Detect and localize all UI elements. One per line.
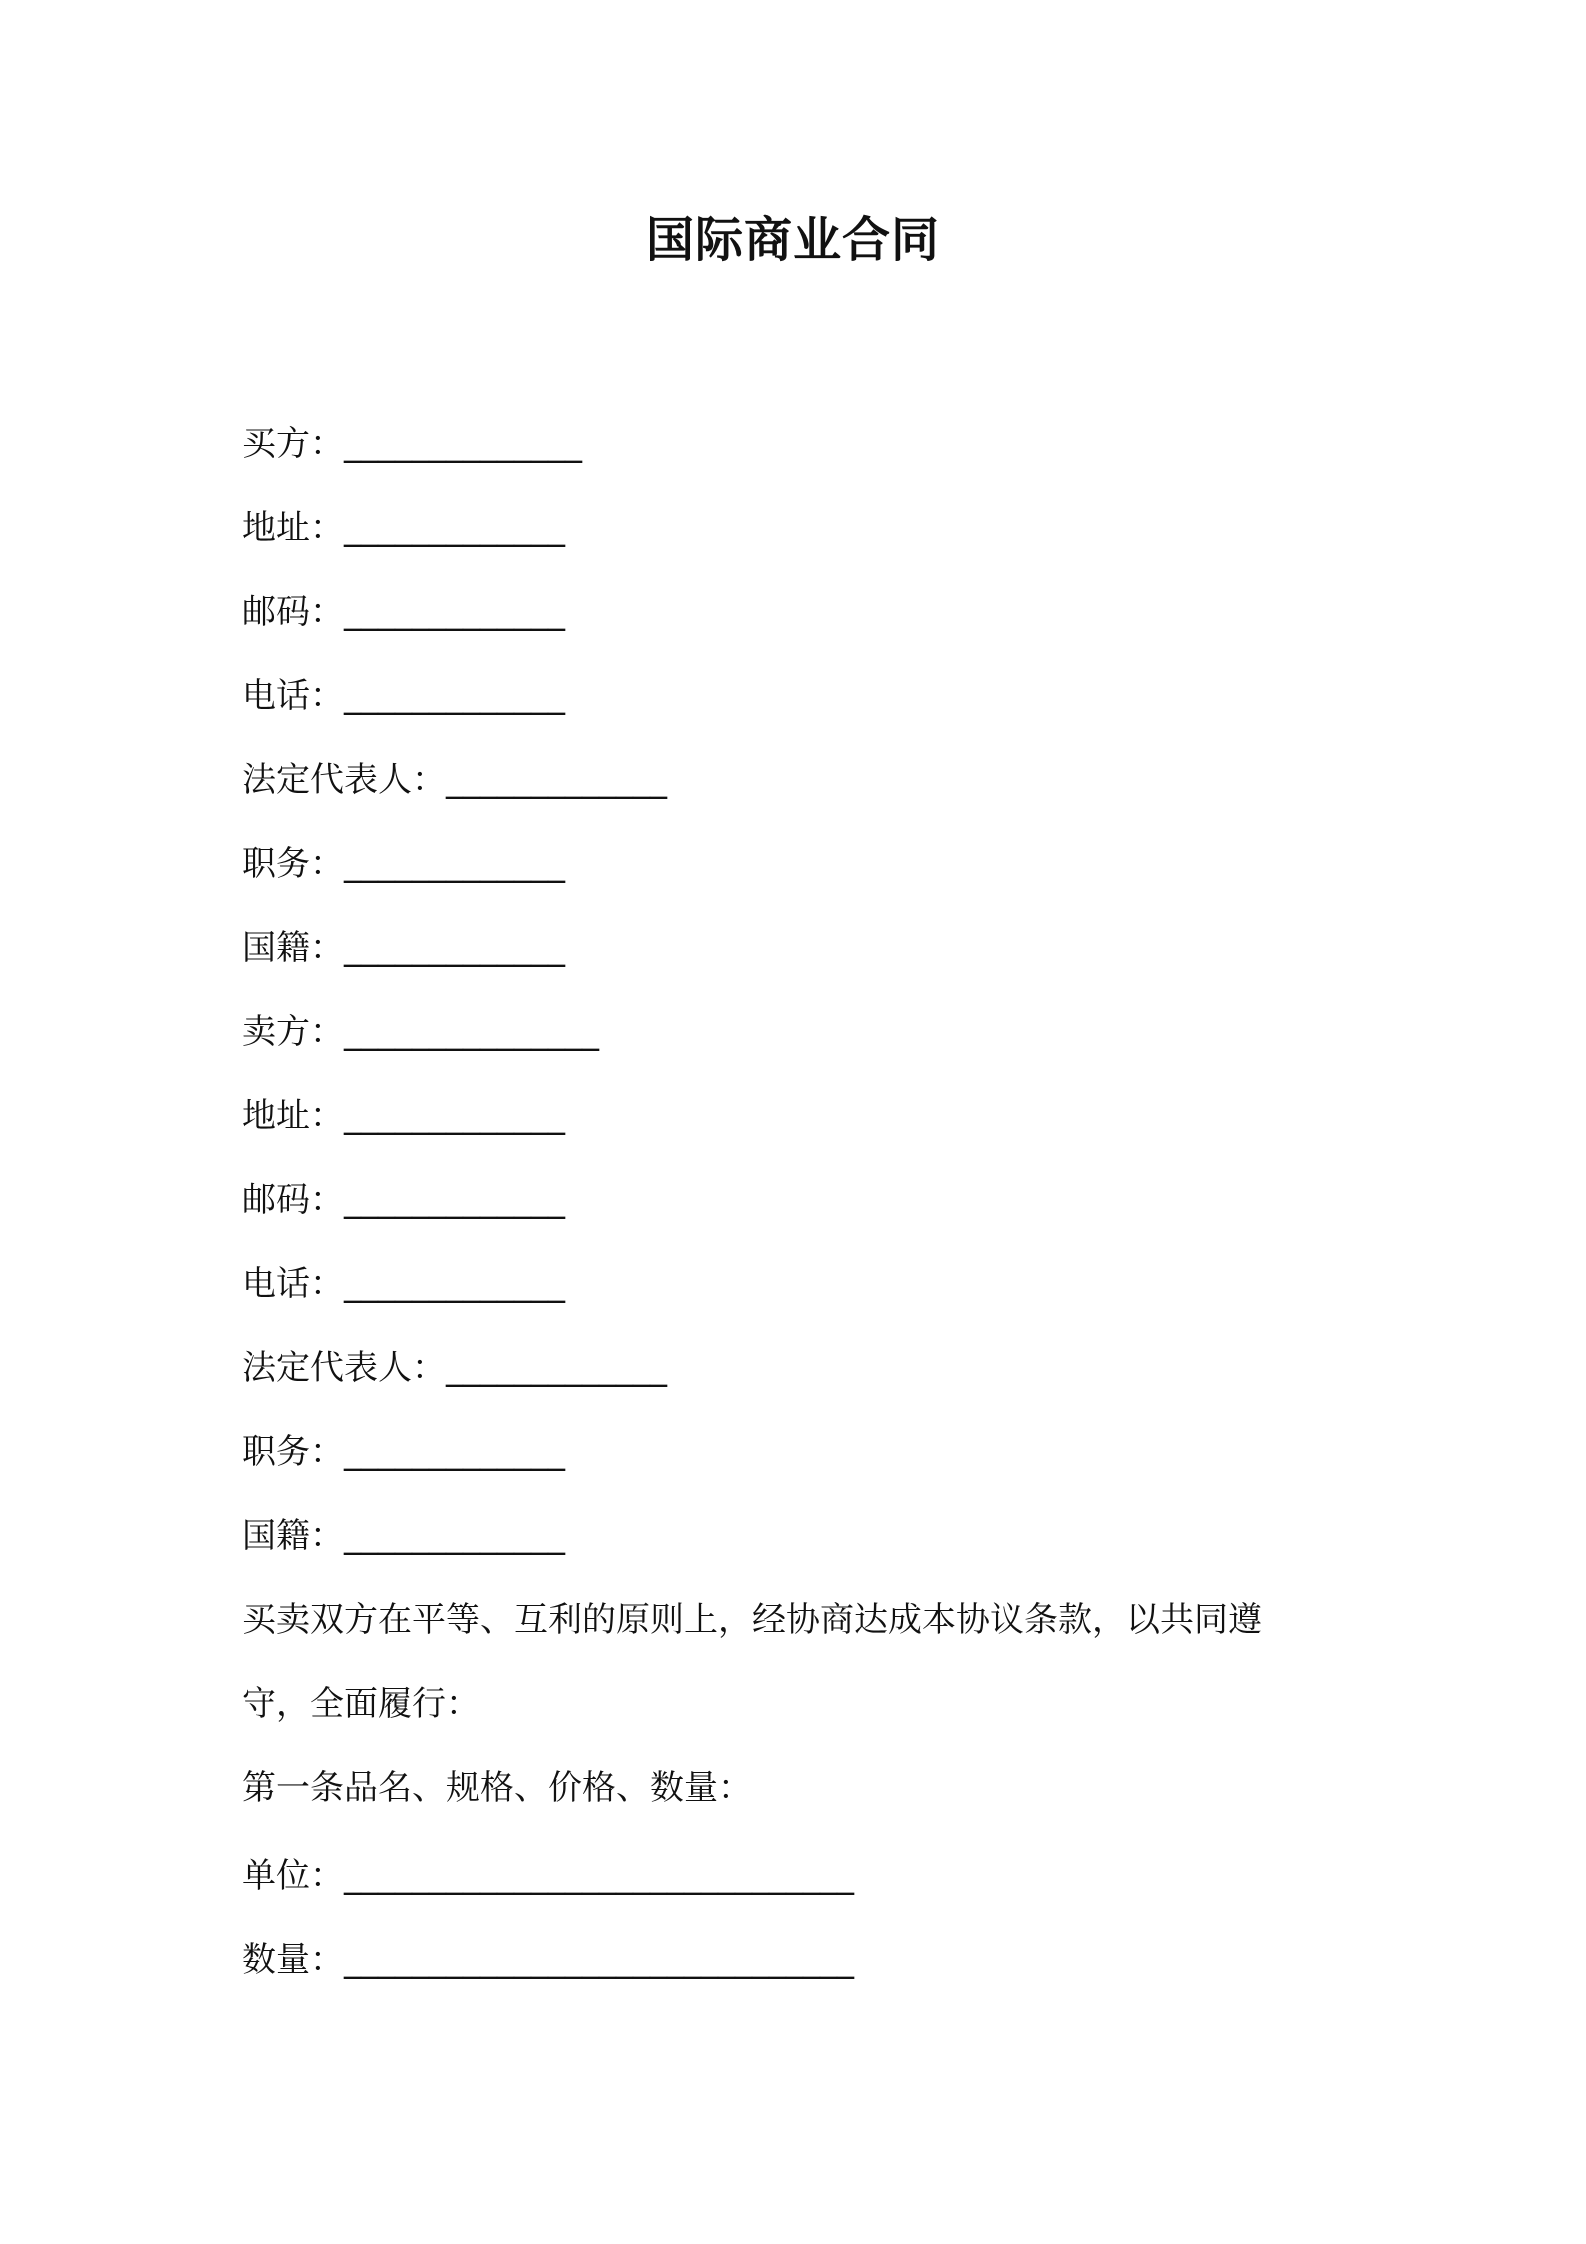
buyer-address-line: 地址：_____________ — [242, 508, 565, 548]
buyer-phone-line: 电话：_____________ — [242, 676, 565, 716]
buyer-postcode-line: 邮码：_____________ — [242, 592, 565, 632]
contract-body — [242, 402, 1362, 2002]
seller-postcode-line: 邮码：_____________ — [242, 1180, 565, 1220]
buyer-party-line: 买方：______________ — [242, 424, 582, 464]
seller-position-line: 职务：_____________ — [242, 1432, 565, 1472]
article-1-quantity-line: 数量：______________________________ — [242, 1940, 854, 1980]
preamble-line-2: 守，全面履行： — [242, 1684, 480, 1724]
buyer-legal-rep-line: 法定代表人：_____________ — [242, 760, 667, 800]
buyer-nationality-line: 国籍：_____________ — [242, 928, 565, 968]
seller-legal-rep-line: 法定代表人：_____________ — [242, 1348, 667, 1388]
seller-nationality-line: 国籍：_____________ — [242, 1516, 565, 1556]
seller-phone-line: 电话：_____________ — [242, 1264, 565, 1304]
buyer-position-line: 职务：_____________ — [242, 844, 565, 884]
article-1-unit-line: 单位：______________________________ — [242, 1856, 854, 1896]
seller-party-line: 卖方：_______________ — [242, 1012, 599, 1052]
article-1-heading: 第一条品名、规格、价格、数量： — [242, 1768, 752, 1808]
document-title: 国际商业合同 — [645, 212, 940, 268]
preamble-line-1: 买卖双方在平等、互利的原则上，经协商达成本协议条款，以共同遵 — [242, 1600, 1262, 1640]
seller-address-line: 地址：_____________ — [242, 1096, 565, 1136]
